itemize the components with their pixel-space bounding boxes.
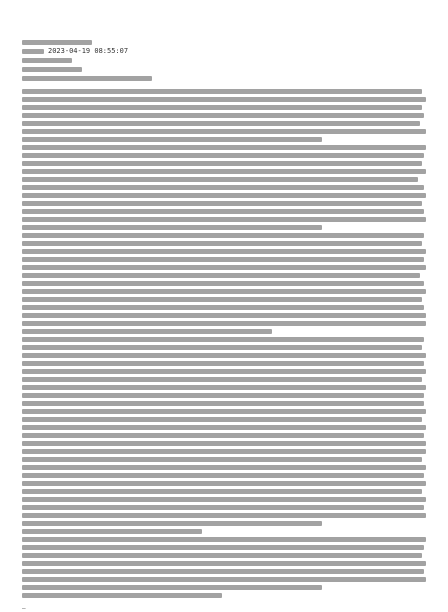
garbled-text-placeholder <box>22 345 422 350</box>
body-text-line <box>22 535 426 543</box>
garbled-text-placeholder <box>22 409 426 414</box>
body-text-line <box>22 215 426 223</box>
garbled-text-placeholder <box>22 89 422 94</box>
body-text-line <box>22 191 426 199</box>
body-text-line <box>22 87 426 95</box>
garbled-text-placeholder <box>22 113 424 118</box>
body-text-line <box>22 407 426 415</box>
body-text-line <box>22 495 426 503</box>
garbled-text-placeholder <box>22 129 426 134</box>
body-text-line <box>22 399 426 407</box>
garbled-text-placeholder <box>22 585 322 590</box>
garbled-text-placeholder <box>22 145 426 150</box>
body-text-line <box>22 311 426 319</box>
header-line <box>22 38 426 47</box>
body-text-line <box>22 159 426 167</box>
body-text-line <box>22 231 426 239</box>
document-header <box>22 38 426 83</box>
garbled-text-placeholder <box>22 257 424 262</box>
body-text-line <box>22 119 426 127</box>
body-text-line <box>22 239 426 247</box>
garbled-text-placeholder <box>22 281 424 286</box>
garbled-text-placeholder <box>22 489 422 494</box>
body-text-line <box>22 543 426 551</box>
body-text-line <box>22 455 426 463</box>
garbled-text-placeholder <box>22 465 426 470</box>
body-text-line <box>22 487 426 495</box>
body-text-block <box>22 87 426 599</box>
garbled-text-placeholder <box>22 353 426 358</box>
garbled-text-placeholder <box>22 193 426 198</box>
garbled-text-placeholder <box>22 521 322 526</box>
garbled-text-placeholder <box>22 457 422 462</box>
garbled-text-placeholder <box>22 577 426 582</box>
body-text-line <box>22 111 426 119</box>
garbled-text-placeholder <box>22 369 426 374</box>
garbled-text-placeholder <box>22 313 426 318</box>
garbled-text-placeholder <box>22 545 424 550</box>
garbled-text-placeholder <box>22 497 426 502</box>
body-text-line <box>22 415 426 423</box>
body-text-line <box>22 255 426 263</box>
body-text-line <box>22 575 426 583</box>
header-line <box>22 56 426 65</box>
body-text-line <box>22 559 426 567</box>
body-text-line <box>22 367 426 375</box>
body-text-line <box>22 207 426 215</box>
body-text-line <box>22 103 426 111</box>
page-end-mark: — <box>22 605 26 612</box>
garbled-text-placeholder <box>22 137 322 142</box>
garbled-text-placeholder <box>22 121 420 126</box>
body-text-line <box>22 551 426 559</box>
body-text-line <box>22 143 426 151</box>
garbled-text-placeholder <box>22 273 420 278</box>
body-text-line <box>22 95 426 103</box>
garbled-text-placeholder <box>22 329 272 334</box>
body-text-line <box>22 527 426 535</box>
garbled-text-placeholder <box>22 593 222 598</box>
body-text-line <box>22 183 426 191</box>
garbled-text-placeholder <box>22 513 426 518</box>
body-text-line <box>22 127 426 135</box>
body-text-line <box>22 303 426 311</box>
body-text-line <box>22 431 426 439</box>
body-text-line <box>22 375 426 383</box>
body-text-line <box>22 343 426 351</box>
garbled-text-placeholder <box>22 233 424 238</box>
body-text-line <box>22 327 426 335</box>
garbled-text-placeholder <box>22 97 426 102</box>
header-line <box>22 65 426 74</box>
body-text-line <box>22 287 426 295</box>
garbled-text-placeholder <box>22 217 426 222</box>
garbled-text-placeholder <box>22 185 424 190</box>
body-text-line <box>22 247 426 255</box>
garbled-text-placeholder <box>22 161 422 166</box>
garbled-text-placeholder <box>22 321 426 326</box>
body-text-line <box>22 271 426 279</box>
body-text-line <box>22 135 426 143</box>
body-text-line <box>22 391 426 399</box>
garbled-text-placeholder <box>22 401 424 406</box>
body-text-line <box>22 479 426 487</box>
garbled-text-placeholder <box>22 201 422 206</box>
body-text-line <box>22 151 426 159</box>
body-text-line <box>22 583 426 591</box>
body-text-line <box>22 439 426 447</box>
body-text-line <box>22 359 426 367</box>
body-text-line <box>22 567 426 575</box>
header-line <box>22 74 426 83</box>
body-text-line <box>22 447 426 455</box>
body-text-line <box>22 463 426 471</box>
garbled-text-placeholder <box>22 441 426 446</box>
body-text-line <box>22 319 426 327</box>
garbled-text-placeholder <box>22 449 426 454</box>
garbled-text-placeholder <box>22 529 202 534</box>
header-line-timestamp <box>22 47 426 56</box>
body-text-line <box>22 511 426 519</box>
garbled-text-placeholder <box>22 169 426 174</box>
garbled-text-placeholder <box>22 265 426 270</box>
garbled-text-placeholder <box>22 569 424 574</box>
body-text-line <box>22 423 426 431</box>
body-text-line <box>22 175 426 183</box>
garbled-text-placeholder <box>22 393 424 398</box>
garbled-text-placeholder <box>22 425 426 430</box>
garbled-text-placeholder <box>22 417 422 422</box>
garbled-text-placeholder <box>22 481 426 486</box>
body-text-line <box>22 519 426 527</box>
garbled-text-placeholder <box>22 337 424 342</box>
garbled-text-placeholder <box>22 473 424 478</box>
garbled-text-placeholder <box>22 505 424 510</box>
garbled-text-placeholder <box>22 289 426 294</box>
garbled-text-placeholder <box>22 225 322 230</box>
garbled-text-placeholder <box>22 305 424 310</box>
garbled-text-placeholder <box>22 385 426 390</box>
body-text-line <box>22 167 426 175</box>
body-text-line <box>22 503 426 511</box>
garbled-text-placeholder <box>22 377 422 382</box>
body-text-line <box>22 591 426 599</box>
garbled-text-placeholder <box>22 553 422 558</box>
body-text-line <box>22 471 426 479</box>
garbled-text-placeholder <box>22 433 424 438</box>
body-text-line <box>22 199 426 207</box>
body-text-line <box>22 351 426 359</box>
garbled-text-placeholder <box>22 249 426 254</box>
body-text-line <box>22 223 426 231</box>
garbled-text-placeholder <box>22 561 426 566</box>
garbled-text-placeholder <box>22 297 422 302</box>
garbled-text-placeholder <box>22 537 426 542</box>
body-text-line <box>22 279 426 287</box>
body-text-line <box>22 383 426 391</box>
garbled-text-placeholder <box>22 361 424 366</box>
garbled-text-placeholder <box>22 105 422 110</box>
garbled-text-placeholder <box>22 153 424 158</box>
body-text-line <box>22 335 426 343</box>
garbled-text-placeholder <box>22 177 418 182</box>
garbled-text-placeholder <box>22 241 422 246</box>
body-text-line <box>22 295 426 303</box>
document-timestamp: 2023-04-19 08:55:07 <box>48 47 129 55</box>
garbled-text-placeholder <box>22 209 424 214</box>
body-text-line <box>22 263 426 271</box>
